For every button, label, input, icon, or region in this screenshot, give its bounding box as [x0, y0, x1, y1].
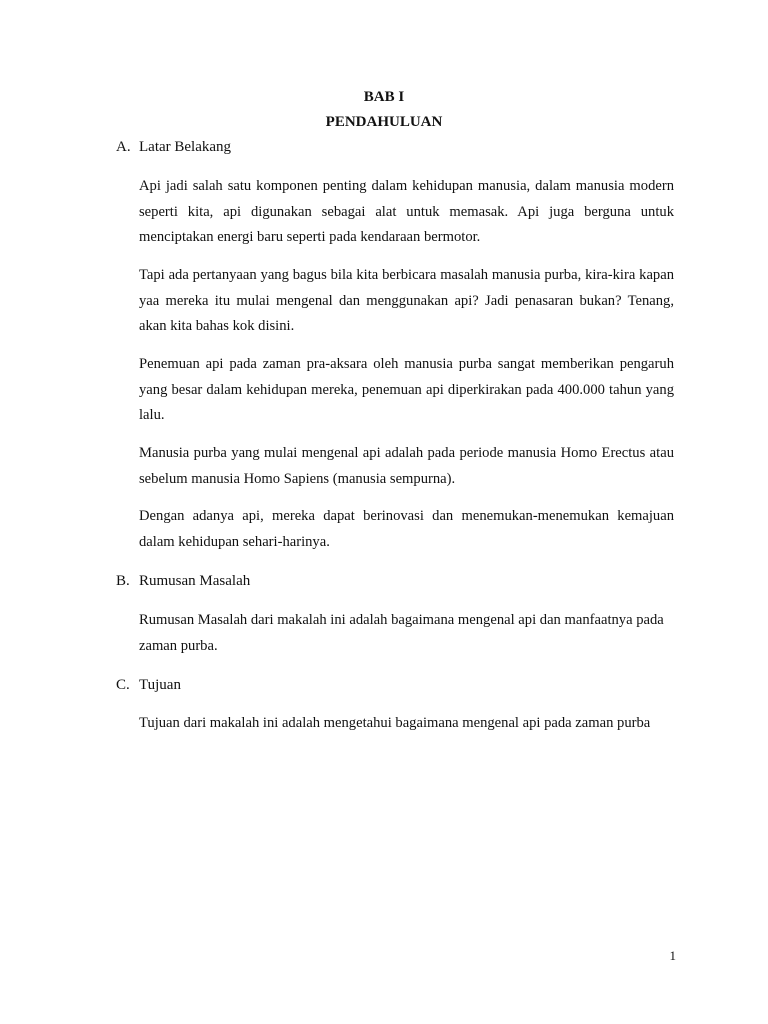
- section-heading-latar-belakang: [116, 138, 231, 156]
- section-title: Tujuan: [139, 677, 181, 693]
- chapter-number: BAB I: [363, 89, 405, 105]
- paragraph: Manusia purba yang mulai mengenal api adalah pada periode manusia Homo Erectus atau sebelum manusia Homo Sapiens (manusia sempurna).: [139, 445, 674, 487]
- paragraph: Tapi ada pertanyaan yang bagus bila kita berbicara masalah manusia purba, kira-kira kapan yaa mereka itu mulai mengenal dan menggunakan api? Jadi penasaran bukan? Tenang, akan kita bahas kok disini.: [139, 267, 674, 334]
- paragraph: Penemuan api pada zaman pra-aksara oleh manusia purba sangat memberikan pengaruh yang besar dalam kehidupan mereka, penemuan api diperkirakan pada 400.000 tahun yang lalu.: [139, 356, 674, 423]
- section-letter: B.: [116, 573, 130, 589]
- section-title: Rumusan Masalah: [139, 573, 251, 589]
- page-number: 1: [669, 948, 676, 963]
- section-letter: A.: [116, 139, 131, 155]
- paragraph: Dengan adanya api, mereka dapat berinovasi dan menemukan-menemukan kemajuan dalam kehidupan sehari-harinya.: [139, 508, 674, 550]
- section-heading-tujuan: [116, 676, 181, 694]
- section-letter: C.: [116, 677, 130, 693]
- section-heading-rumusan-masalah: [116, 572, 250, 590]
- section-title: Latar Belakang: [139, 139, 232, 155]
- paragraph: Rumusan Masalah dari makalah ini adalah bagaimana mengenal api dan manfaatnya pada zaman purba.: [139, 612, 664, 654]
- paragraph: Api jadi salah satu komponen penting dalam kehidupan manusia, dalam manusia modern seperti kita, api digunakan sebagai alat untuk memasak. Api juga berguna untuk menciptakan energi baru seperti pada kendaraan bermotor.: [139, 178, 674, 245]
- chapter-title: PENDAHULUAN: [325, 114, 443, 130]
- paragraph: Tujuan dari makalah ini adalah mengetahui bagaimana mengenal api pada zaman purba: [139, 715, 651, 731]
